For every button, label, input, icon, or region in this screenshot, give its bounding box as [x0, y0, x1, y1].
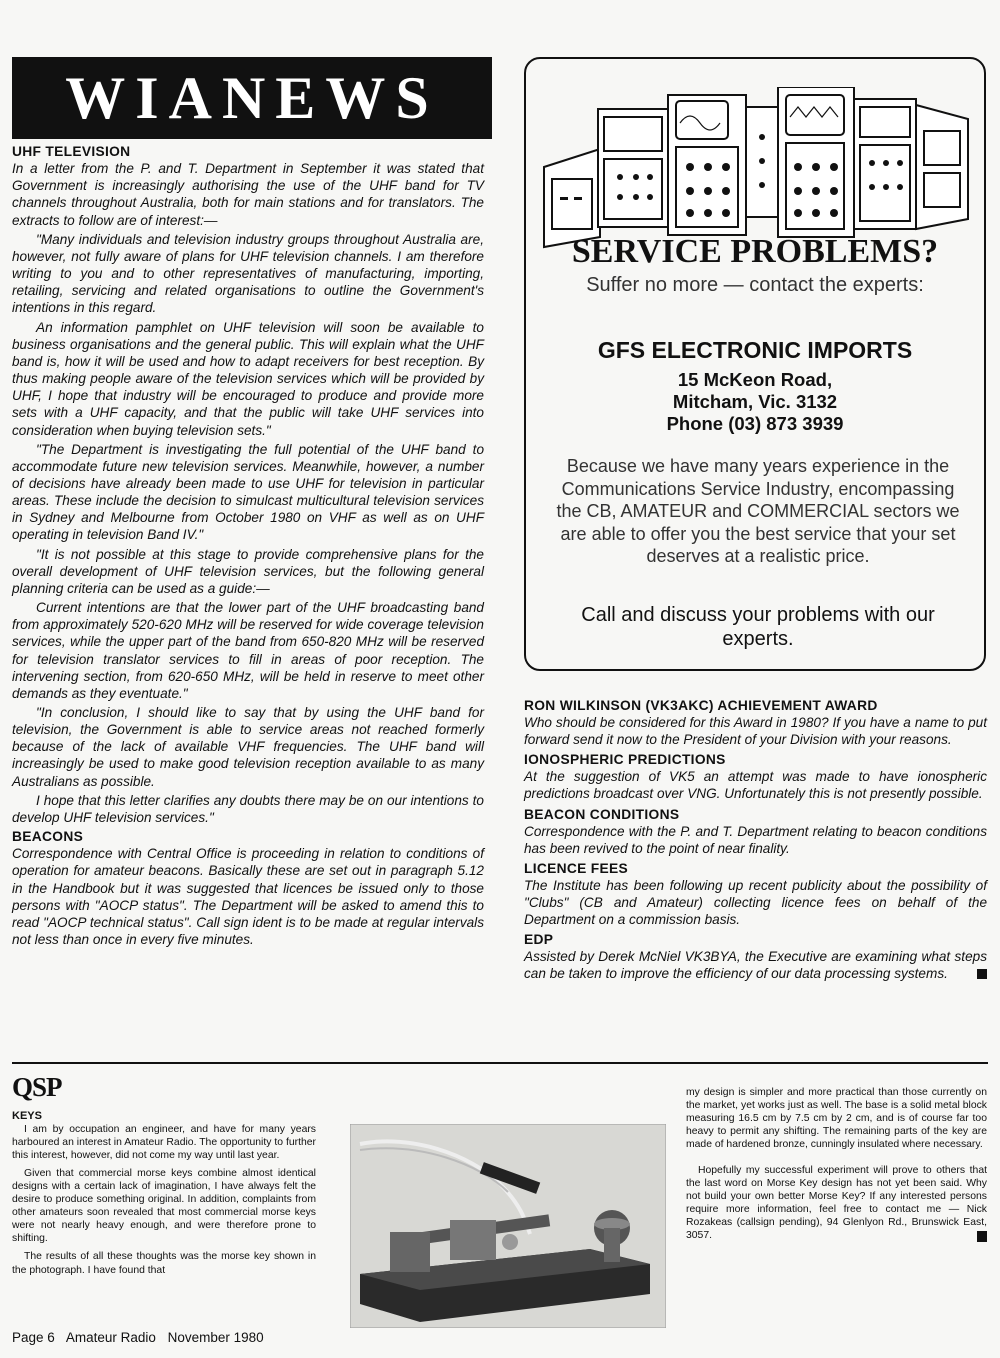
uhf-paragraph: "Many individuals and television industry groups throughout Australia are, however, not fully aware of plans for UHF television channels. I am therefore writing to you and to other representatives of manufacturing, importing, retailing, servicing and related organisations to outline the Government's intentions in this regard.	[12, 231, 484, 316]
uhf-paragraph: I hope that this letter clarifies any doubts there may be on our intentions to develop UHF television services."	[12, 792, 484, 825]
test-equipment-illustration	[540, 87, 972, 257]
qsp-left-column	[12, 1110, 316, 1277]
qsp-closing-text: Hopefully my successful experiment will prove to others that the last word on Morse Key design has not yet been said. Why not build your own better Morse Key? If any interested persons require more information, feel free to contact me — Nick Rozakeas (callsign pending), 94 Glenlyon Rd., Brunswick East, 3057.	[686, 1165, 987, 1242]
edp-heading: EDP	[524, 932, 554, 948]
end-mark-icon	[977, 1231, 987, 1242]
qsp-title: QSP	[12, 1072, 62, 1102]
morse-key-photo	[350, 1124, 666, 1328]
ad-company-name: GFS ELECTRONIC IMPORTS	[597, 337, 913, 363]
uhf-paragraph: Current intentions are that the lower part of the UHF broadcasting band from approximately 520-620 MHz will be reserved for wide coverage television services, while the upper part of the band from 650-820 MHz will be reserved for television translator services to fill in areas of poor reception. The intervening section, from 620-650 MHz, will be held in reserve to meet other demands as they eventuate."	[12, 600, 484, 701]
beacon-conditions-text: Correspondence with the P. and T. Department relating to beacon conditions has been revived to the point of near finality.	[524, 823, 987, 856]
iono-text: At the suggestion of VK5 an attempt was made to have ionospheric predictions broadcast over VNG. Unfortunately this is not presently possible.	[524, 769, 987, 802]
ad-headline: SERVICE PROBLEMS?	[571, 233, 939, 270]
magazine-name: Amateur Radio	[65, 1330, 156, 1345]
qsp-paragraph: my design is simpler and more practical than those currently on the market, yet works just as well. The base is a solid metal block measuring 16.5 cm by 7.5 cm by 2 cm, and is of course far too heavy to permit any shifting. The remaining parts of the key are made of hardened bronze, cunningly insulated where necessary.	[686, 1087, 987, 1151]
edp-text	[524, 948, 987, 982]
ad-address-line1: 15 McKeon Road,	[677, 369, 833, 390]
edp-text-content: Assisted by Derek McNiel VK3BYA, the Executive are examining what steps can be taken to improve the efficiency of our data processing systems.	[524, 949, 987, 982]
ad-tagline: Suffer no more — contact the experts:	[586, 274, 924, 296]
qsp-paragraph: The results of all these thoughts was the morse key shown in the photograph. I have found that	[12, 1251, 316, 1276]
uhf-paragraph: "In conclusion, I should like to say that by using the UHF band for television, the Government is able to service areas not reached formerly because of the lack of available VHF frequencies. The UHF band will increasingly be used to make good television reception available to as many Australians as possible.	[12, 705, 484, 789]
qsp-paragraph: I am by occupation an engineer, and have for many years harboured an interest in Amateur Radio. The opportunity to further this interest, however, did not come my way until last year.	[12, 1124, 316, 1162]
iono-heading: IONOSPHERIC PREDICTIONS	[524, 752, 726, 768]
ad-address-line2: Mitcham, Vic. 3132	[672, 391, 838, 412]
licence-text: The Institute has been following up recent publicity about the possibility of "Clubs" (CB and Amateur) collecting licence fees on behalf of the Department on a commission basis.	[524, 877, 987, 928]
left-column	[12, 143, 484, 948]
award-text: Who should be considered for this Award in 1980? If you have a name to put forward send it now to the President of your Division with your reasons.	[524, 715, 987, 748]
beacons-heading: BEACONS	[12, 829, 84, 845]
section-divider	[12, 1062, 988, 1064]
issue-date: November 1980	[167, 1330, 264, 1345]
ad-body-text: Because we have many years experience in the Communications Service Industry, encompassing the CB, AMATEUR and COMMERCIAL sectors we are able to offer you the best service that your set deserves at a realistic price.	[556, 456, 960, 566]
advertisement	[524, 57, 986, 671]
ad-call-to-action: Call and discuss your problems with our experts.	[581, 604, 935, 650]
qsp-paragraph	[686, 1164, 987, 1242]
page-footer	[12, 1330, 272, 1345]
qsp-paragraph: Given that commercial morse keys combine almost identical designs with a certain lack of imagination, I have always felt the desire to produce something original. In addition, complaints from other amateurs soon revealed that most commercial morse keys were not nearly heavy enough, and were therefore prone to shifting.	[12, 1168, 316, 1245]
beacon-conditions-heading: BEACON CONDITIONS	[524, 806, 680, 822]
qsp-right-column	[686, 1086, 987, 1243]
uhf-paragraph: An information pamphlet on UHF television will soon be available to business organisations and the general public. This will explain what the UHF band is, how it will be used and how to adapt receivers for best reception. By thus making people aware of the television services which will be provided by UHF, I hope that industry will be encouraged to produce and provide more sets with a UHF capacity, and that the public will take UHF services into consideration when buying television sets."	[12, 319, 484, 438]
keys-heading: KEYS	[12, 1110, 42, 1122]
uhf-paragraph: "It is not possible at this stage to provide comprehensive plans for the overall development of UHF television services, but the following general planning criteria can be used as a guide:—	[12, 546, 484, 596]
uhf-paragraph: "The Department is investigating the full potential of the UHF band to accommodate future new television services. Meanwhile, however, a number of decisions have already been made to use UHF for television in particular areas. These include the decision to simulcast multicultural television services in Sydney and Melbourne from October 1980 on VHF as well as on UHF operating in television Band IV."	[12, 441, 484, 543]
masthead	[12, 57, 492, 139]
page-number: Page 6	[12, 1330, 55, 1345]
licence-heading: LICENCE FEES	[524, 860, 629, 876]
award-heading: RON WILKINSON (VK3AKC) ACHIEVEMENT AWARD	[524, 698, 878, 713]
beacons-text: Correspondence with Central Office is proceeding in relation to conditions of operation for amateur beacons. Basically these are set out in paragraph 5.12 in the Handbook but it was suggested that licences be issued only to those persons with "AOCP status". The Department will be asked to amend this to read "AOCP technical status". Call sign ident is to be made at regular intervals not less than once in every five minutes.	[12, 846, 484, 948]
right-column	[524, 697, 987, 983]
end-mark-icon	[977, 969, 987, 979]
ad-phone: Phone (03) 873 3939	[666, 413, 844, 434]
uhf-heading: UHF TELEVISION	[12, 144, 131, 159]
masthead-title: WIANEWS	[65, 64, 439, 131]
uhf-paragraph: In a letter from the P. and T. Department in September it was stated that Government is increasingly authorising the use of the UHF band for TV channels throughout Australia, both for main stations and for translators. The extracts to follow are of interest:—	[12, 161, 484, 228]
